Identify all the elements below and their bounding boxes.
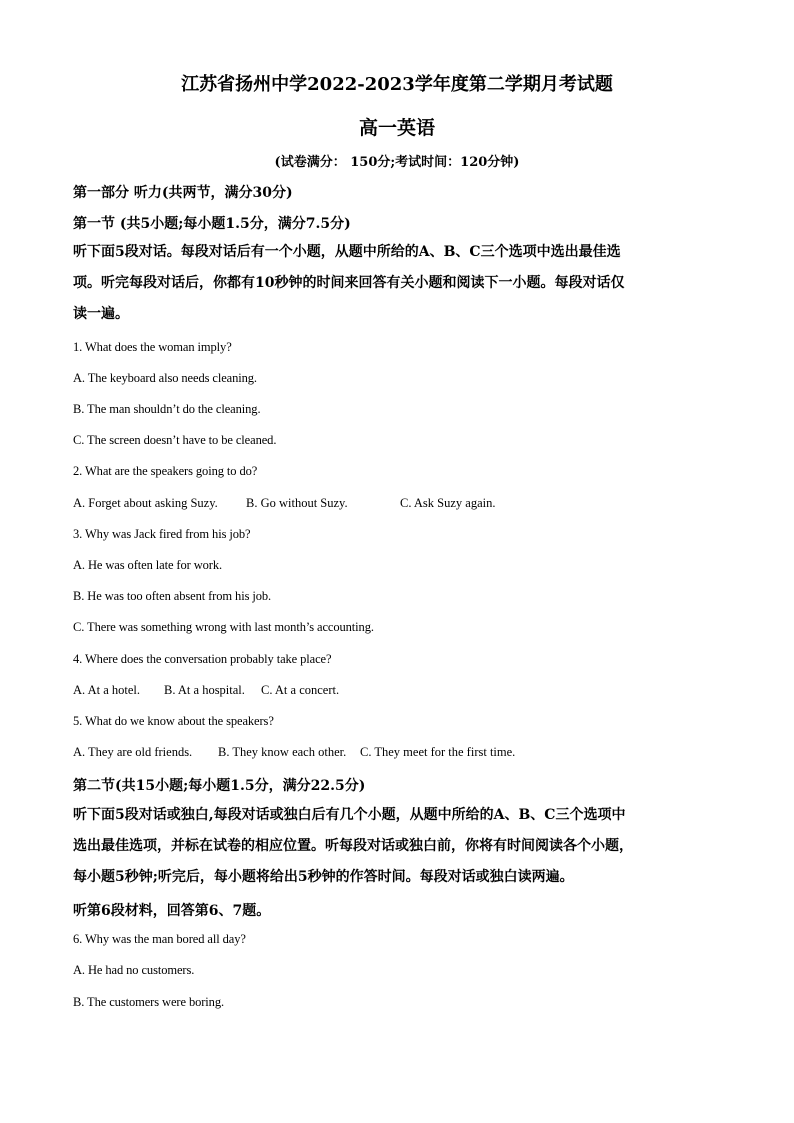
instruction-line: 听下面5段对话或独白,每段对话或独白后有几个小题，从题中所给的A、B、C三个选项中 bbox=[73, 807, 626, 823]
instruction-line: 读一遍。 bbox=[73, 306, 129, 322]
section2-instructions bbox=[73, 800, 723, 893]
question-stem: 6. Why was the man bored all day? bbox=[73, 932, 246, 946]
question-option: A. They are old friends. bbox=[73, 745, 193, 759]
question-option: B. The customers were boring. bbox=[73, 995, 225, 1009]
material-heading: 听第6段材料，回答第6、7题。 bbox=[73, 903, 271, 919]
instruction-line: 听下面5段对话。每段对话后有一个小题，从题中所给的A、B、C三个选项中选出最佳选 bbox=[73, 244, 621, 260]
question-option: C. At a concert. bbox=[261, 683, 340, 697]
question-option: B. Go without Suzy. bbox=[246, 496, 348, 510]
page-subtitle: 高一英语 bbox=[358, 117, 435, 139]
question-option: A. He had no customers. bbox=[73, 963, 195, 977]
instruction-line: 项。听完每段对话后，你都有10秒钟的时间来回答有关小题和阅读下一小题。每段对话仅 bbox=[73, 275, 625, 291]
question-option: A. He was often late for work. bbox=[73, 558, 223, 572]
instruction-line: 每小题5秒钟;听完后，每小题将给出5秒钟的作答时间。每段对话或独白读两遍。 bbox=[73, 869, 574, 885]
question-stem: 1. What does the woman imply? bbox=[73, 340, 232, 354]
question-option: A. Forget about asking Suzy. bbox=[73, 496, 218, 510]
instruction-line: 选出最佳选项，并标在试卷的相应位置。听每段对话或独白前，你将有时间阅读各个小题， bbox=[73, 838, 633, 854]
section2-heading: 第二节(共15小题;每小题1.5分，满分22.5分) bbox=[73, 778, 366, 794]
question-option: A. The keyboard also needs cleaning. bbox=[73, 371, 257, 385]
exam-note: (试卷满分： 150分;考试时间：120分钟) bbox=[274, 155, 520, 170]
question-stem: 4. Where does the conversation probably take place? bbox=[73, 652, 332, 666]
question-option: B. He was too often absent from his job. bbox=[73, 589, 272, 603]
question-stem: 3. Why was Jack fired from his job? bbox=[73, 527, 251, 541]
question-option: C. They meet for the first time. bbox=[360, 745, 516, 759]
part1-heading: 第一部分 听力(共两节，满分30分) bbox=[73, 185, 293, 201]
question-option: C. Ask Suzy again. bbox=[400, 496, 496, 510]
question-option: B. They know each other. bbox=[218, 745, 347, 759]
question-option: A. At a hotel. bbox=[73, 683, 141, 697]
section1-heading: 第一节 (共5小题;每小题1.5分，满分7.5分) bbox=[73, 216, 351, 232]
question-option: C. There was something wrong with last month’s accounting. bbox=[73, 620, 374, 634]
question-option: C. The screen doesn’t have to be cleaned. bbox=[73, 433, 277, 447]
section1-instructions bbox=[73, 237, 723, 330]
question-option: B. The man shouldn’t do the cleaning. bbox=[73, 402, 261, 416]
question-option: B. At a hospital. bbox=[164, 683, 245, 697]
question-stem: 5. What do we know about the speakers? bbox=[73, 714, 274, 728]
question-stem: 2. What are the speakers going to do? bbox=[73, 464, 258, 478]
page-title: 江苏省扬州中学2022-2023学年度第二学期月考试题 bbox=[181, 74, 613, 95]
